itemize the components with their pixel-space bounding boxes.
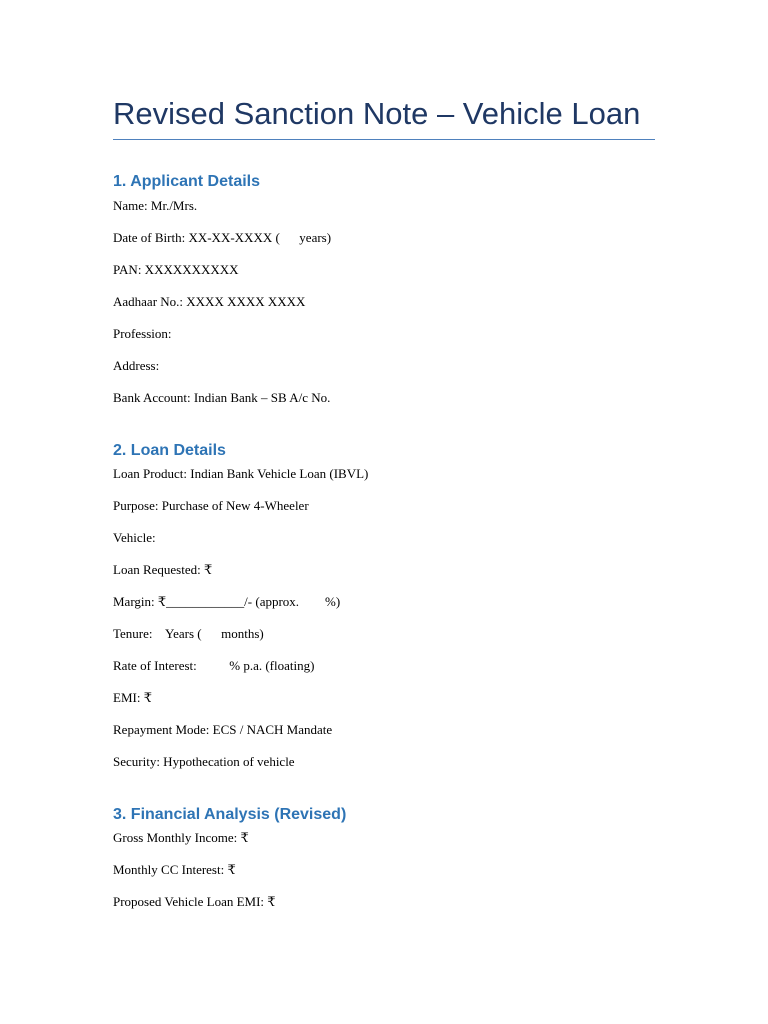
field-rate-of-interest: Rate of Interest: % p.a. (floating) [113, 658, 315, 673]
field-margin: Margin: ₹____________/- (approx. %) [113, 594, 341, 609]
field-gross-monthly-income: Gross Monthly Income: ₹ [113, 830, 249, 845]
section-heading-financial-analysis: 3. Financial Analysis (Revised) [113, 806, 347, 823]
document-title: Revised Sanction Note – Vehicle Loan [113, 96, 641, 131]
field-monthly-cc-interest: Monthly CC Interest: ₹ [113, 862, 236, 877]
field-loan-requested: Loan Requested: ₹ [113, 562, 213, 577]
field-emi: EMI: ₹ [113, 690, 152, 705]
section-heading-loan-details: 2. Loan Details [113, 442, 226, 459]
field-name: Name: Mr./Mrs. [113, 198, 198, 213]
field-aadhaar: Aadhaar No.: XXXX XXXX XXXX [113, 294, 306, 309]
section-heading-applicant-details: 1. Applicant Details [113, 173, 260, 190]
field-purpose: Purpose: Purchase of New 4-Wheeler [113, 498, 309, 513]
field-address: Address: [113, 358, 160, 373]
field-pan: PAN: XXXXXXXXXX [113, 262, 239, 277]
field-vehicle: Vehicle: [113, 530, 156, 545]
field-profession: Profession: [113, 326, 172, 341]
field-loan-product: Loan Product: Indian Bank Vehicle Loan (IBVL) [113, 466, 369, 481]
field-date-of-birth: Date of Birth: XX-XX-XXXX ( years) [113, 230, 332, 245]
field-security: Security: Hypothecation of vehicle [113, 754, 295, 769]
field-bank-account: Bank Account: Indian Bank – SB A/c No. [113, 390, 331, 405]
field-proposed-emi: Proposed Vehicle Loan EMI: ₹ [113, 894, 276, 909]
field-tenure: Tenure: Years ( months) [113, 626, 264, 641]
title-underline [113, 139, 655, 140]
field-repayment-mode: Repayment Mode: ECS / NACH Mandate [113, 722, 333, 737]
